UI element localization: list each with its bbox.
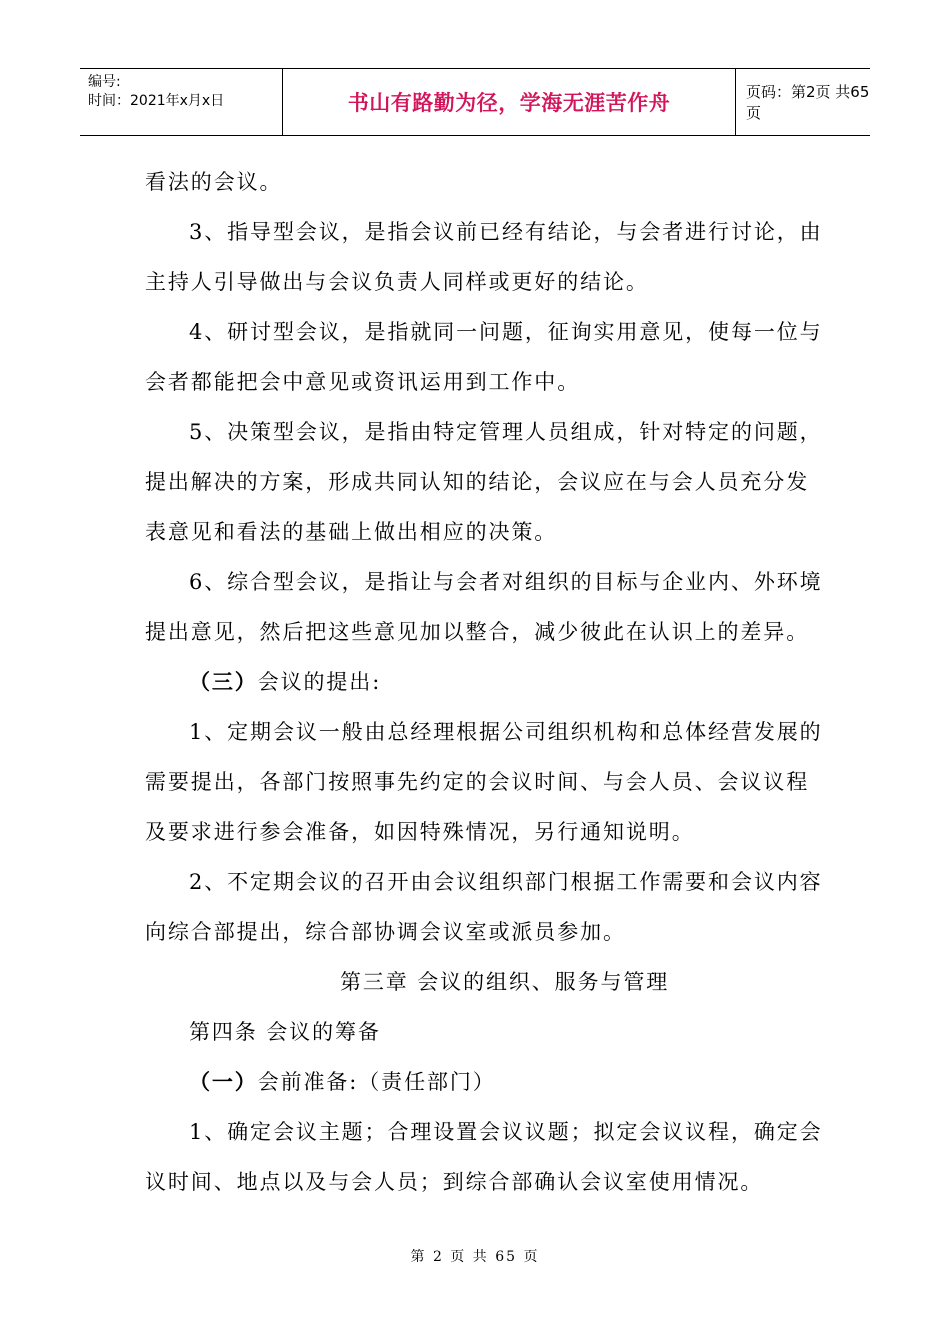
paragraph-line: 看法的会议。 (145, 170, 283, 194)
paragraph-line: 1、定期会议一般由总经理根据公司组织机构和总体经营发展的 (189, 720, 823, 744)
header-motto: 书山有路勤为径，学海无涯苦作舟 (283, 69, 736, 135)
paragraph-line: 向综合部提出，综合部协调会议室或派员参加。 (145, 920, 626, 944)
number-label: 编号: (88, 74, 121, 90)
paragraph-line: 提出意见，然后把这些意见加以整合，减少彼此在认识上的差异。 (145, 620, 810, 644)
paragraph-line: 4、研讨型会议，是指就同一问题，征询实用意见，使每一位与 (189, 320, 823, 344)
page-footer: 第 2 页 共 65 页 (410, 1249, 540, 1265)
paragraph-line: 5、决策型会议，是指由特定管理人员组成，针对特定的问题， (189, 420, 823, 444)
paragraph-line: 1、确定会议主题；合理设置会议议题；拟定会议议程，确定会 (189, 1120, 823, 1144)
paragraph-line: 及要求进行参会准备，如因特殊情况，另行通知说明。 (145, 820, 695, 844)
chapter-title: 第三章 会议的组织、服务与管理 (340, 970, 670, 994)
paragraph-line: 主持人引导做出与会议负责人同样或更好的结论。 (145, 270, 649, 294)
paragraph-line: 会者都能把会中意见或资讯运用到工作中。 (145, 370, 581, 394)
section-heading-3: （三）会议的提出: (189, 669, 382, 694)
document-body (145, 157, 823, 1207)
header-page-info: 页码：第2页 共65页 (746, 83, 870, 122)
page-header (80, 68, 870, 136)
paragraph-line: 议时间、地点以及与会人员；到综合部确认会议室使用情况。 (145, 1170, 764, 1194)
paragraph-line: 6、综合型会议，是指让与会者对组织的目标与企业内、外环境 (189, 570, 823, 594)
article-title: 第四条 会议的筹备 (189, 1020, 381, 1044)
header-meta (80, 69, 283, 135)
paragraph-line: 需要提出，各部门按照事先约定的会议时间、与会人员、会议议程 (145, 770, 810, 794)
paragraph-line: 提出解决的方案，形成共同认知的结论，会议应在与会人员充分发 (145, 470, 810, 494)
date-line: 时间：2021年x月x日 (88, 93, 225, 109)
paragraph-line: 表意见和看法的基础上做出相应的决策。 (145, 520, 558, 544)
paragraph-line: 3、指导型会议，是指会议前已经有结论，与会者进行讨论，由 (189, 220, 823, 244)
section-heading-1: （一）会前准备:（责任部门） (189, 1069, 496, 1094)
paragraph-line: 2、不定期会议的召开由会议组织部门根据工作需要和会议内容 (189, 870, 823, 894)
